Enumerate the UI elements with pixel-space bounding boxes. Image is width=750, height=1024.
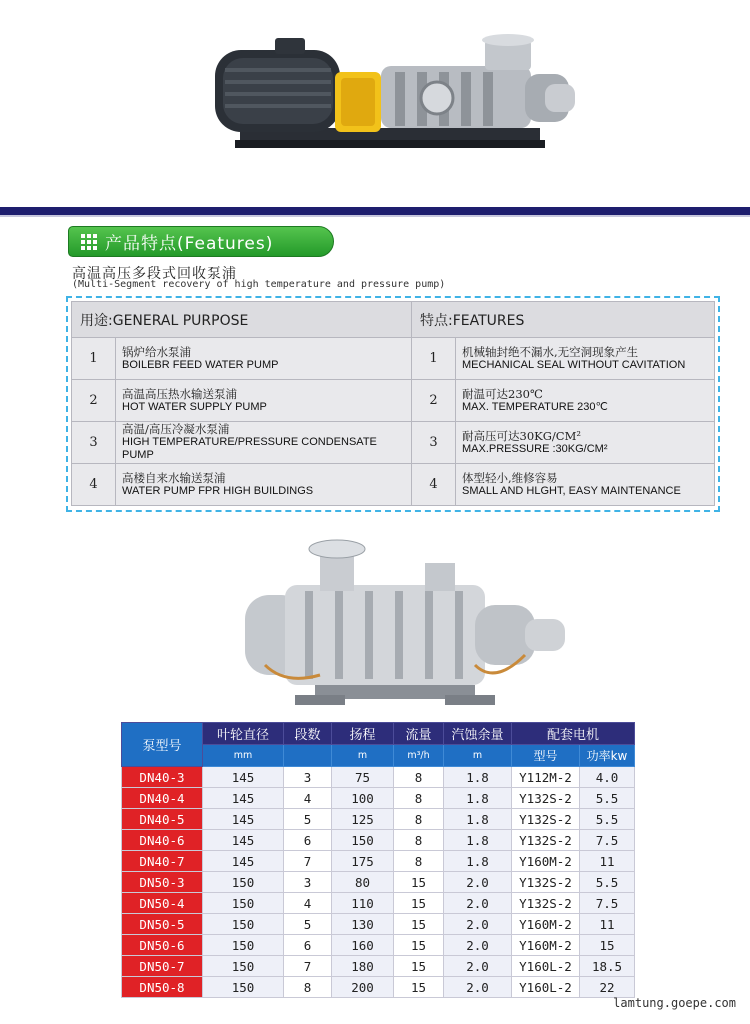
cell-motor-type: Y160L-2 (512, 977, 580, 998)
cell-power: 7.5 (580, 830, 635, 851)
purpose-en: BOILEBR FEED WATER PUMP (122, 358, 279, 371)
purpose-number: 3 (72, 422, 116, 464)
cell-power: 15 (580, 935, 635, 956)
cell-model: DN40-6 (122, 830, 203, 851)
table-row (72, 380, 715, 422)
cell-motor-type: Y132S-2 (512, 893, 580, 914)
cell-flow: 15 (394, 977, 444, 998)
cell-motor-type: Y132S-2 (512, 788, 580, 809)
cell-stages: 6 (284, 830, 332, 851)
cell-stages: 7 (284, 851, 332, 872)
cell-impeller: 150 (203, 872, 284, 893)
feature-number: 2 (412, 380, 456, 422)
unit-head: m (332, 745, 394, 767)
purpose-number: 4 (72, 464, 116, 506)
spec-table-body (122, 767, 635, 998)
cell-head: 130 (332, 914, 394, 935)
cell-head: 110 (332, 893, 394, 914)
cell-npsh: 1.8 (444, 788, 512, 809)
unit-flow: m³/h (394, 745, 444, 767)
cell-impeller: 150 (203, 956, 284, 977)
purpose-cell (116, 338, 412, 380)
cell-motor-type: Y160L-2 (512, 956, 580, 977)
cell-model: DN50-5 (122, 914, 203, 935)
cell-head: 180 (332, 956, 394, 977)
cell-motor-type: Y160M-2 (512, 935, 580, 956)
table-row (122, 809, 635, 830)
purpose-cell (116, 464, 412, 506)
cell-impeller: 150 (203, 893, 284, 914)
cell-stages: 6 (284, 935, 332, 956)
cell-flow: 15 (394, 935, 444, 956)
col-flow: 流量 (394, 723, 444, 745)
cell-power: 22 (580, 977, 635, 998)
site-watermark: lamtung.goepe.com (613, 996, 736, 1010)
table-row (72, 464, 715, 506)
section-divider (0, 207, 750, 215)
col-stages: 段数 (284, 723, 332, 745)
product-subtitle-cn: 高温高压多段式回收泵浦 (72, 266, 237, 282)
cell-model: DN40-7 (122, 851, 203, 872)
table-row (122, 956, 635, 977)
purpose-number: 1 (72, 338, 116, 380)
cell-stages: 7 (284, 956, 332, 977)
feature-cn: 体型轻小,维修容易 (462, 470, 558, 485)
feature-en: SMALL AND HLGHT, EASY MAINTENANCE (462, 484, 681, 497)
cell-flow: 8 (394, 767, 444, 788)
cell-npsh: 2.0 (444, 935, 512, 956)
cell-stages: 4 (284, 893, 332, 914)
cell-model: DN40-3 (122, 767, 203, 788)
cell-impeller: 150 (203, 914, 284, 935)
cell-flow: 8 (394, 809, 444, 830)
cell-power: 18.5 (580, 956, 635, 977)
col-power: 功率kw (580, 745, 635, 767)
table-row (122, 830, 635, 851)
feature-cn: 耐高压可达30KG/CM² (462, 428, 581, 443)
multistage-pump-illustration (225, 535, 585, 715)
cell-head: 125 (332, 809, 394, 830)
purpose-cell (116, 380, 412, 422)
table-row (122, 977, 635, 998)
features-heading: 特点:FEATURES (412, 302, 715, 338)
col-model: 泵型号 (122, 723, 203, 767)
table-row (122, 935, 635, 956)
cell-motor-type: Y160M-2 (512, 914, 580, 935)
cell-head: 160 (332, 935, 394, 956)
cell-npsh: 2.0 (444, 893, 512, 914)
purpose-cn: 高温/高压冷凝水泵浦 (122, 422, 230, 436)
cell-head: 80 (332, 872, 394, 893)
section-divider-light (0, 215, 750, 217)
feature-cn: 耐温可达230℃ (462, 386, 543, 401)
cell-flow: 8 (394, 830, 444, 851)
purpose-cell (116, 422, 412, 464)
cell-model: DN40-5 (122, 809, 203, 830)
cell-power: 11 (580, 851, 635, 872)
top-pump-illustration (205, 28, 600, 168)
col-npsh: 汽蚀余量 (444, 723, 512, 745)
feature-en: MAX. TEMPERATURE 230℃ (462, 400, 608, 413)
cell-motor-type: Y132S-2 (512, 872, 580, 893)
feature-cell (456, 422, 715, 464)
cell-flow: 15 (394, 914, 444, 935)
cell-model: DN50-7 (122, 956, 203, 977)
cell-impeller: 145 (203, 767, 284, 788)
table-row (122, 767, 635, 788)
col-motor-type: 型号 (512, 745, 580, 767)
cell-power: 5.5 (580, 809, 635, 830)
feature-cell (456, 464, 715, 506)
cell-flow: 15 (394, 893, 444, 914)
purpose-cn: 高温高压热水输送泵浦 (122, 386, 237, 401)
feature-cell (456, 338, 715, 380)
feature-en: MECHANICAL SEAL WITHOUT CAVITATION (462, 358, 686, 371)
cell-power: 5.5 (580, 788, 635, 809)
purpose-heading: 用途:GENERAL PURPOSE (72, 302, 412, 338)
purpose-cn: 高楼自来水输送泵浦 (122, 470, 226, 485)
purpose-en: WATER PUMP FPR HIGH BUILDINGS (122, 484, 314, 497)
spec-table (121, 722, 635, 998)
table-row (72, 338, 715, 380)
cell-motor-type: Y112M-2 (512, 767, 580, 788)
feature-en: MAX.PRESSURE :30KG/CM² (462, 442, 608, 455)
product-subtitle-en: (Multi-Segment recovery of high temperature and pressure pump) (72, 279, 446, 290)
cell-head: 150 (332, 830, 394, 851)
cell-model: DN50-6 (122, 935, 203, 956)
purpose-cn: 锅炉给水泵浦 (122, 344, 191, 359)
unit-impeller: mm (203, 745, 284, 767)
cell-npsh: 1.8 (444, 767, 512, 788)
col-head: 扬程 (332, 723, 394, 745)
features-table-frame (66, 296, 720, 512)
features-badge (68, 226, 334, 257)
purpose-en: HIGH TEMPERATURE/PRESSURE CONDENSATE PUMP (122, 436, 377, 461)
cell-impeller: 145 (203, 788, 284, 809)
cell-motor-type: Y132S-2 (512, 809, 580, 830)
cell-flow: 8 (394, 851, 444, 872)
cell-motor-type: Y160M-2 (512, 851, 580, 872)
cell-power: 5.5 (580, 872, 635, 893)
feature-cell (456, 380, 715, 422)
cell-stages: 5 (284, 914, 332, 935)
purpose-en: HOT WATER SUPPLY PUMP (122, 400, 267, 413)
cell-npsh: 2.0 (444, 977, 512, 998)
cell-flow: 15 (394, 872, 444, 893)
cell-impeller: 150 (203, 977, 284, 998)
cell-npsh: 2.0 (444, 872, 512, 893)
cell-model: DN50-8 (122, 977, 203, 998)
cell-npsh: 1.8 (444, 830, 512, 851)
feature-number: 1 (412, 338, 456, 380)
cell-npsh: 1.8 (444, 851, 512, 872)
cell-model: DN50-3 (122, 872, 203, 893)
cell-stages: 3 (284, 872, 332, 893)
table-row (122, 851, 635, 872)
cell-power: 4.0 (580, 767, 635, 788)
table-row (72, 422, 715, 464)
cell-motor-type: Y132S-2 (512, 830, 580, 851)
cell-head: 200 (332, 977, 394, 998)
cell-impeller: 145 (203, 830, 284, 851)
cell-power: 11 (580, 914, 635, 935)
cell-power: 7.5 (580, 893, 635, 914)
purpose-number: 2 (72, 380, 116, 422)
feature-number: 3 (412, 422, 456, 464)
cell-stages: 3 (284, 767, 332, 788)
cell-model: DN40-4 (122, 788, 203, 809)
features-badge-label: 产品特点(Features) (105, 234, 274, 254)
feature-cn: 机械轴封绝不漏水,无空洞现象产生 (462, 344, 639, 359)
cell-impeller: 145 (203, 809, 284, 830)
table-row (122, 872, 635, 893)
cell-flow: 8 (394, 788, 444, 809)
feature-number: 4 (412, 464, 456, 506)
cell-impeller: 145 (203, 851, 284, 872)
cell-head: 100 (332, 788, 394, 809)
cell-impeller: 150 (203, 935, 284, 956)
cell-head: 175 (332, 851, 394, 872)
table-row (122, 914, 635, 935)
col-impeller: 叶轮直径 (203, 723, 284, 745)
unit-npsh: m (444, 745, 512, 767)
table-row (122, 893, 635, 914)
features-table (71, 301, 715, 506)
cell-flow: 15 (394, 956, 444, 977)
cell-model: DN50-4 (122, 893, 203, 914)
grid-icon (81, 234, 97, 250)
col-motor: 配套电机 (512, 723, 635, 745)
cell-npsh: 2.0 (444, 914, 512, 935)
cell-npsh: 1.8 (444, 809, 512, 830)
cell-stages: 5 (284, 809, 332, 830)
cell-stages: 8 (284, 977, 332, 998)
cell-head: 75 (332, 767, 394, 788)
cell-npsh: 2.0 (444, 956, 512, 977)
cell-stages: 4 (284, 788, 332, 809)
table-row (122, 788, 635, 809)
unit-stages (284, 745, 332, 767)
